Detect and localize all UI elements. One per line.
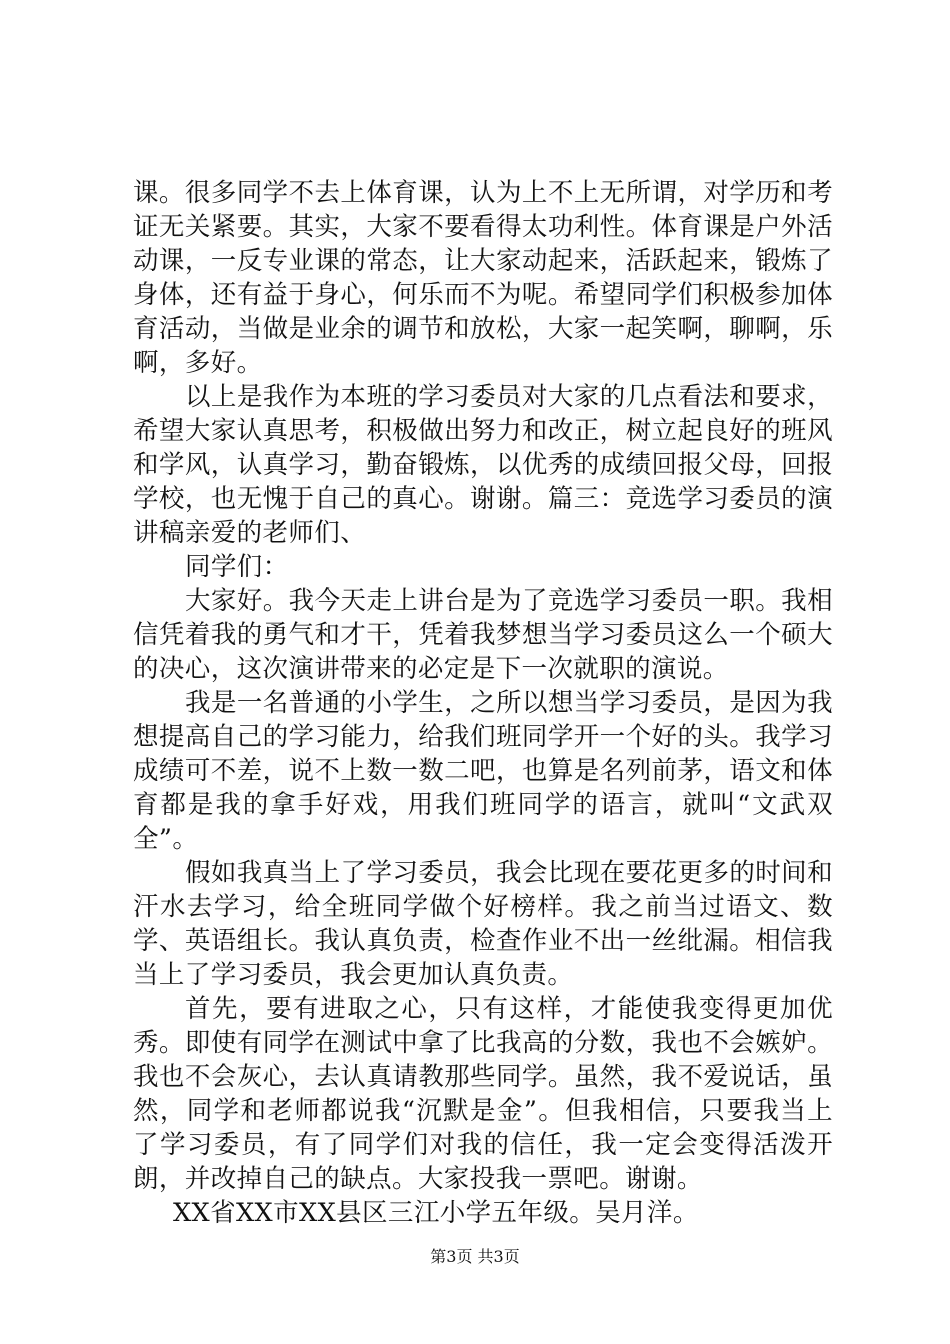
paragraph-summary: 以上是我作为本班的学习委员对大家的几点看法和要求，希望大家认真思考，积极做出努力和改正，树立起良好的班风和学风，认真学习，勤奋锻炼，以优秀的成绩回报父母，回报学校，也无愧于自己的真心。谢谢。篇三：竞选学习委员的演讲稿亲爱的老师们、 (133, 382, 833, 548)
page-number-footer: 第3页 共3页 (430, 1247, 520, 1266)
paragraph-commitment: 假如我真当上了学习委员，我会比现在要花更多的时间和汗水去学习，给全班同学做个好榜样。我之前当过语文、数学、英语组长。我认真负责，检查作业不出一丝纰漏。相信我当上了学习委员，我会更加认真负责。 (133, 858, 833, 990)
paragraph-greeting: 大家好。我今天走上讲台是为了竞选学习委员一职。我相信凭着我的勇气和才干，凭着我梦想当学习委员这么一个硕大的决心，这次演讲带来的必定是下一次就职的演说。 (133, 586, 833, 684)
paragraph-continuation: 课。很多同学不去上体育课，认为上不上无所谓，对学历和考证无关紧要。其实，大家不要看得太功利性。体育课是户外活动课，一反专业课的常态，让大家动起来，活跃起来，锻炼了身体，还有益于身心，何乐而不为呢。希望同学们积极参加体育活动，当做是业余的调节和放松，大家一起笑啊，聊啊，乐啊，多好。 (133, 178, 833, 378)
paragraph-signature: XX省XX市XX县区三江小学五年级。吴月洋。 (173, 1198, 699, 1228)
document-body (133, 176, 833, 1230)
paragraph-introduction: 我是一名普通的小学生，之所以想当学习委员，是因为我想提高自己的学习能力，给我们班同学开一个好的头。我学习成绩可不差，说不上数一数二吧，也算是名列前茅，语文和体育都是我的拿手好戏，用我们班同学的语言，就叫“文武双全”。 (133, 688, 833, 854)
paragraph-salutation: 同学们： (185, 552, 289, 582)
paragraph-conclusion: 首先，要有进取之心，只有这样，才能使我变得更加优秀。即使有同学在测试中拿了比我高的分数，我也不会嫉妒。我也不会灰心，去认真请教那些同学。虽然，我不爱说话，虽然，同学和老师都说我“沉默是金”。但我相信，只要我当上了学习委员，有了同学们对我的信任，我一定会变得活泼开朗，并改掉自己的缺点。大家投我一票吧。谢谢。 (133, 994, 833, 1194)
